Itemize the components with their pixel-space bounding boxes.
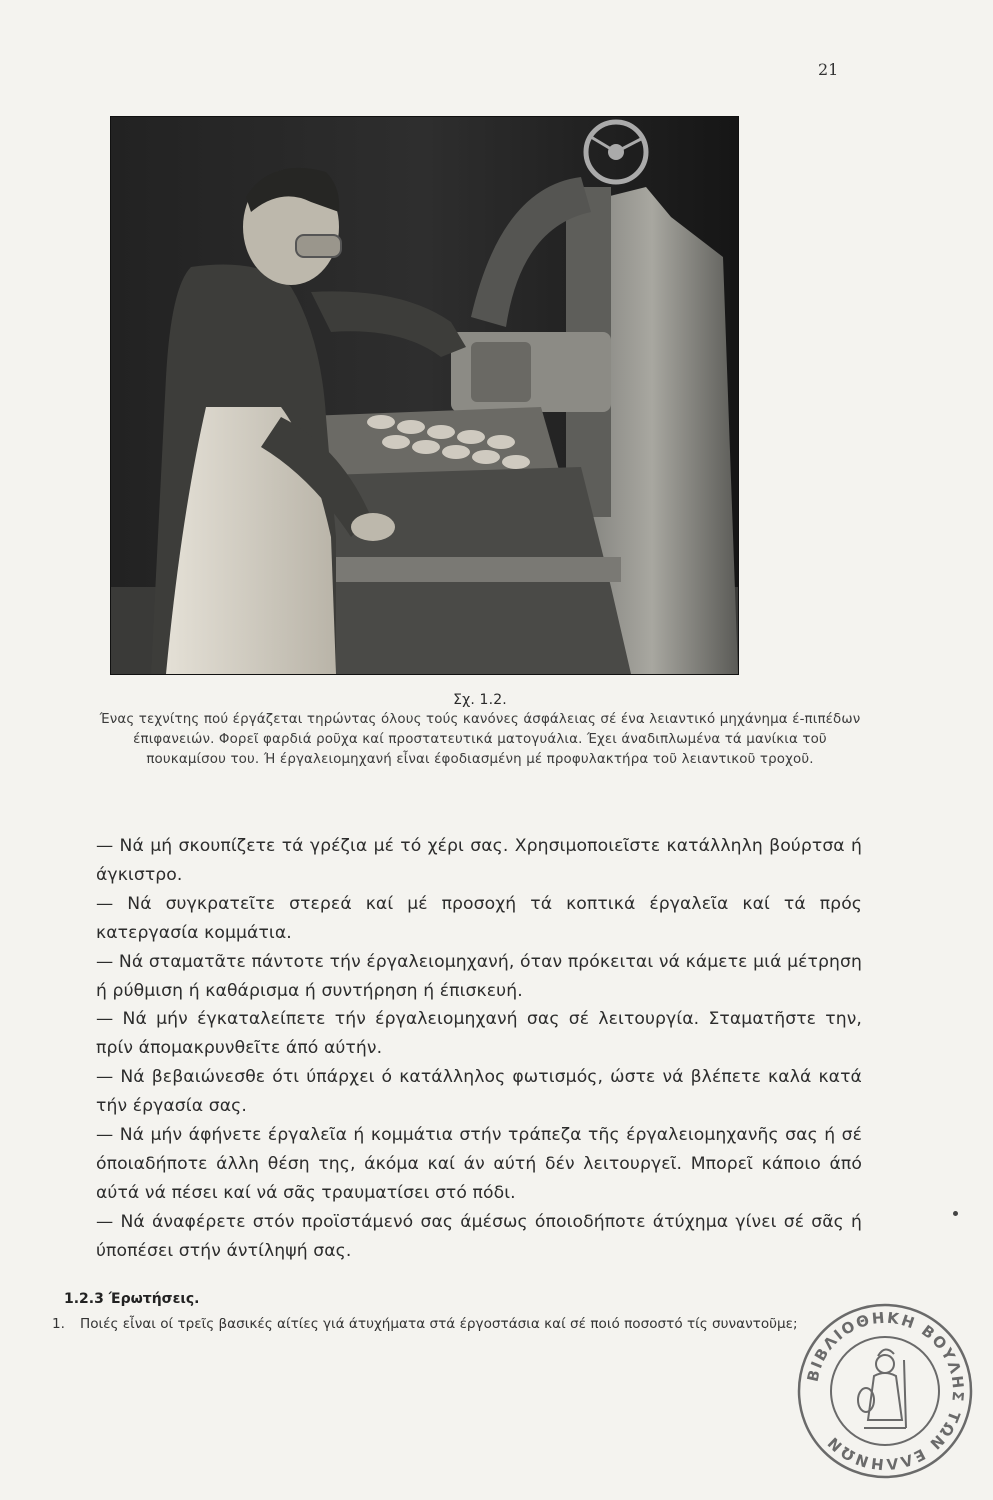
- question-item: [52, 1314, 842, 1335]
- svg-text:ΒΙΒΛΙΟΘΗΚΗ ΒΟΥΛΗΣ ΤΩΝ ΕΛΛΗΝΩΝ: ΒΙΒΛΙΟΘΗΚΗ ΒΟΥΛΗΣ ΤΩΝ ΕΛΛΗΝΩΝ: [803, 1308, 968, 1474]
- rule-item: — Νά σταματᾶτε πάντοτε τήν έργαλειομηχανή, όταν πρόκειται νά κάμετε μιά μέτρηση ή ρύθμιση ή καθάρισμα ή συντήρηση ή έπισκευή.: [96, 951, 862, 1001]
- safety-rules: [96, 832, 862, 1266]
- rule-item: — Νά μήν έγκαταλείπετε τήν έργαλειομηχανή σας σέ λειτουργία. Σταματῆστε την, πρίν άπομακρυνθεῖτε άπό αύτήν.: [96, 1009, 862, 1059]
- worker-grinding-machine-photo: [111, 117, 738, 674]
- rule-item: — Νά βεβαιώνεσθε ότι ύπάρχει ό κατάλληλος φωτισμός, ώστε νά βλέπετε καλά κατά τήν έργασία σας.: [96, 1067, 862, 1117]
- figure-caption-block: [95, 690, 865, 770]
- rule-item: — Νά άναφέρετε στόν προϊστάμενό σας άμέσως όποιοδήποτε άτύχημα γίνει σέ σᾶς ή ύποπέσει στήν άντίληψή σας.: [96, 1211, 862, 1261]
- section-heading: 1.2.3 Έρωτήσεις.: [64, 1291, 200, 1307]
- figure-label: Σχ. 1.2.: [453, 692, 507, 708]
- question-number: 1.: [52, 1316, 65, 1332]
- rule-item: — Νά συγκρατεῖτε στερεά καί μέ προσοχή τά κοπτικά έργαλεῖα καί τά πρός κατεργασία κομμάτια.: [96, 893, 862, 943]
- page-number: 21: [818, 60, 839, 79]
- question-text: Ποιές εἶναι οί τρεῖς βασικές αίτίες γιά άτυχήματα στά έργοστάσια καί σέ ποιό ποσοστό τίς συναντοῦμε;: [80, 1316, 798, 1332]
- figure-photo: [110, 116, 739, 675]
- rule-item: — Νά μή σκουπίζετε τά γρέζια μέ τό χέρι σας. Χρησιμοποιεῖστε κατάλληλη βούρτσα ή άγκιστρο.: [96, 836, 862, 885]
- library-stamp: [794, 1300, 976, 1482]
- rule-item: — Νά μήν άφήνετε έργαλεῖα ή κομμάτια στήν τράπεζα τῆς έργαλειομηχανῆς σας ή σέ όποιαδήποτε άλλη θέση της, άκόμα καί άν αύτή δέν λειτουργεῖ. Μπορεῖ κάποιο άπό αύτά νά πέσει καί νά σᾶς τραυματίσει στό πόδι.: [96, 1125, 862, 1203]
- figure-caption: Ένας τεχνίτης πού έργάζεται τηρώντας όλους τούς κανόνες άσφάλειας σέ ένα λειαντικό μηχάνημα έ-πιπέδων έπιφανειών. Φορεῖ φαρδιά ροῦχα καί προστατευτικά ματογυάλια. Έχει άναδιπλωμένα τά μανίκια τοῦ πουκαμίσου του. Ή έργαλειομηχανή εἶναι έφοδιασμένη μέ προφυλακτήρα τοῦ λειαντικοῦ τροχοῦ.: [99, 712, 861, 767]
